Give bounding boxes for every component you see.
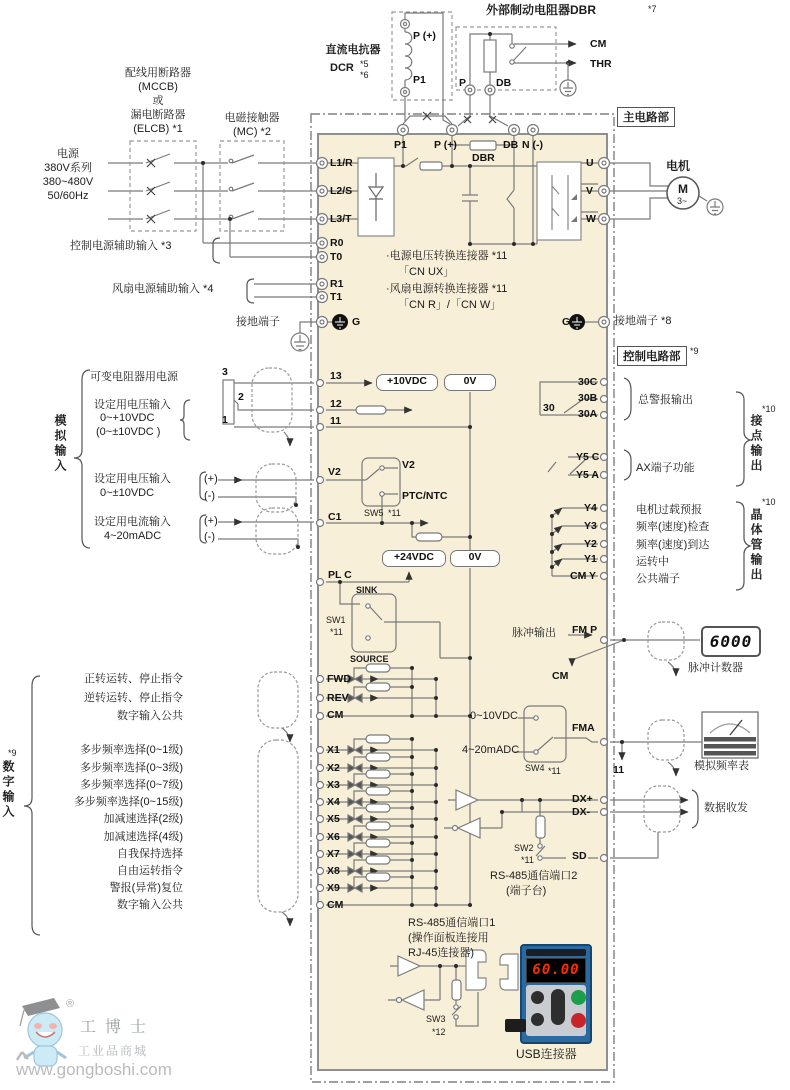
fma-current-label: 4~20mADC <box>462 744 520 756</box>
terminal-11: 11 <box>330 415 342 427</box>
keypad-display: 60.00 <box>526 958 586 983</box>
breaker-line3: 或 <box>152 95 164 107</box>
breaker-line2: (MCCB) <box>138 81 178 93</box>
contactor-line1: 电磁接触器 <box>224 112 280 124</box>
v2-plus: (+) <box>204 473 218 485</box>
control-circuit-tag: 控制电路部 <box>617 346 687 366</box>
control-circuit-note: *9 <box>690 346 699 356</box>
pot-pin1: 1 <box>222 414 228 426</box>
logo-url[interactable]: www.gongboshi.com <box>16 1060 172 1079</box>
digital-label-x8: 自由运转指令 <box>117 865 183 877</box>
analog-input-vertical: 模拟输入 <box>53 414 67 474</box>
keypad-button-run[interactable] <box>571 990 586 1005</box>
motor-phase: 3~ <box>677 196 688 206</box>
volt1-line1: 设定用电压输入 <box>94 399 171 411</box>
main-circuit-tag: 主电路部 <box>617 107 675 127</box>
sw4-label: SW4 <box>525 763 545 773</box>
usb-connector-label: USB连接器 <box>516 1047 577 1061</box>
cm-ref-label: CM <box>552 670 569 682</box>
fma-voltage-label: 0~10VDC <box>470 710 519 722</box>
rs485-port1-line1: RS-485通信端口1 <box>408 917 496 929</box>
terminal-dx-plus: DX+ <box>572 793 593 805</box>
volt1-line2: 0~+10VDC <box>100 412 155 424</box>
aux-control-label: 控制电源辅助输入 *3 <box>70 240 172 252</box>
contact-output-note: *10 <box>762 404 776 414</box>
digital-label-x7: 自我保持选择 <box>117 848 183 860</box>
reactor-note5: *5 <box>360 59 369 69</box>
sw1-label: SW1 <box>326 615 346 625</box>
keypad-buttons <box>526 985 586 1036</box>
c1-minus: (-) <box>204 531 215 543</box>
digital-label-x9: 警报(异常)复位 <box>109 882 183 894</box>
usb-plug <box>505 1019 526 1032</box>
source-label: SOURCE <box>350 654 389 664</box>
sw2-note: *11 <box>521 855 534 865</box>
terminal-fma: FMA <box>572 722 595 734</box>
data-txrx-label: 数据收发 <box>704 802 748 814</box>
digital-label-x5: 加减速选择(2级) <box>103 813 183 825</box>
breaker-line4: 漏电断路器 <box>130 109 186 121</box>
terminal-l1r: L1/R <box>330 157 353 169</box>
terminal-c1: C1 <box>328 511 342 523</box>
digital-label-x6: 加减速选择(4级) <box>103 831 183 843</box>
sw1-note: *11 <box>330 627 343 637</box>
pot-pin2: 2 <box>238 391 244 403</box>
terminal-cm-ext: CM <box>590 38 607 50</box>
terminal-fmp: FM P <box>572 624 598 636</box>
supply-line2: 380V系列 <box>44 162 92 174</box>
terminal-cm2: CM <box>327 899 344 911</box>
terminal-fwd: FWD <box>327 673 351 685</box>
reactor-name: DCR <box>330 62 354 74</box>
ext-brake-title: 外部制动电阻器DBR <box>486 3 596 17</box>
rs485-port2-line2: (端子台) <box>506 885 547 897</box>
digital-label-x2: 多步频率选择(0~3级) <box>80 762 183 774</box>
motor-label: 电机 <box>666 159 691 173</box>
keypad-brand-strip <box>526 949 586 956</box>
tr-line3: 频率(速度)到达 <box>636 539 710 551</box>
relay-30: 30 <box>543 402 555 414</box>
pulse-counter-display: 6000 <box>701 626 761 657</box>
terminal-30c: 30C <box>578 376 598 388</box>
supply-line1: 电源 <box>57 148 79 160</box>
terminal-g-left: G <box>352 316 361 328</box>
digital-label-rev: 逆转运转、停止指令 <box>84 692 183 704</box>
terminal-x1: X1 <box>327 744 340 756</box>
contact-output-vertical: 接点输出 <box>749 414 763 474</box>
digital-label-x3: 多步频率选择(0~7级) <box>80 779 183 791</box>
keypad-panel <box>520 944 592 1044</box>
c1-plus: (+) <box>204 515 218 527</box>
terminal-30b: 30B <box>578 392 598 404</box>
terminal-n-minus: N (-) <box>522 139 543 151</box>
terminal-p-ext: P <box>459 77 467 89</box>
ext-brake-note: *7 <box>648 4 657 14</box>
digital-note: *9 <box>8 748 17 758</box>
pot-pin3: 3 <box>222 366 228 378</box>
dbr-label: DBR <box>472 152 495 164</box>
terminal-12: 12 <box>330 398 342 410</box>
terminal-t0: T0 <box>330 251 343 263</box>
pot-power-label: 可变电阻器用电源 <box>90 371 178 383</box>
mascot-logo <box>17 998 66 1066</box>
terminal-cmy: CM Y <box>570 570 597 582</box>
digital-label-fwd: 正转运转、停止指令 <box>84 673 183 685</box>
terminal-g-right: G <box>562 316 571 328</box>
terminal-x6: X6 <box>327 831 340 843</box>
ground-left-label: 接地端子 <box>236 316 280 328</box>
keypad-button-reset[interactable] <box>531 1013 544 1026</box>
terminal-l2s: L2/S <box>330 185 353 197</box>
terminal-v: V <box>586 185 594 197</box>
sink-label: SINK <box>356 585 378 595</box>
logo-brand: 工博士 <box>80 1019 156 1036</box>
terminal-30a: 30A <box>578 408 598 420</box>
terminal-x7: X7 <box>327 848 340 860</box>
conn-note-2: ·风扇电源转换连接器 *11 <box>386 283 508 295</box>
terminal-db-ext: DB <box>496 77 512 89</box>
breaker-line5: (ELCB) *1 <box>133 123 183 135</box>
terminal-y5a: Y5 A <box>576 469 599 481</box>
reactor-title: 直流电抗器 <box>325 44 381 56</box>
terminal-r0: R0 <box>330 237 344 249</box>
sw3-note: *12 <box>432 1027 446 1037</box>
transistor-output-vertical: 晶体管输出 <box>749 508 763 583</box>
ground-right-label: 接地端子 *8 <box>614 315 672 327</box>
reactor-note6: *6 <box>360 70 369 80</box>
digital-label-cm2: 数字输入公共 <box>117 899 183 911</box>
v2-minus: (-) <box>204 490 215 502</box>
terminal-x5: X5 <box>327 813 340 825</box>
tr-line4: 运转中 <box>636 556 669 568</box>
terminal-rev: REV <box>327 692 349 704</box>
alarm-output-label: 总警报输出 <box>638 394 693 406</box>
breaker-line1: 配线用断路器 <box>125 67 191 79</box>
terminal-p-plus: P (+) <box>434 139 457 151</box>
transistor-output-note: *10 <box>762 497 776 507</box>
digital-label-cm1: 数字输入公共 <box>117 710 183 722</box>
digital-input-vertical: 数字输入 <box>1 760 15 820</box>
terminal-x2: X2 <box>327 762 340 774</box>
plus10vdc-box: +10VDC <box>376 374 438 391</box>
terminal-x3: X3 <box>327 779 340 791</box>
motor-m: M <box>678 182 688 196</box>
volt2-line1: 设定用电压输入 <box>94 473 171 485</box>
terminal-sd: SD <box>572 850 587 862</box>
terminal-y5c: Y5 C <box>576 451 600 463</box>
supply-line3: 380~480V <box>42 176 94 188</box>
terminal-plc: PL C <box>328 569 352 581</box>
volt2-line2: 0~±10VDC <box>100 487 155 499</box>
sw5-label: SW5 <box>364 508 384 518</box>
logo-subtitle: 工业品商城 <box>78 1044 149 1058</box>
cur-line1: 设定用电流输入 <box>94 516 171 528</box>
terminal-u: U <box>586 157 594 169</box>
terminal-thr-ext: THR <box>590 58 612 70</box>
keypad-button-stop[interactable] <box>571 1013 586 1028</box>
sw4-note: *11 <box>548 766 561 776</box>
terminal-l3t: L3/T <box>330 213 352 225</box>
sw2-label: SW2 <box>514 843 534 853</box>
sw3-label: SW3 <box>426 1014 446 1024</box>
terminal-db: DB <box>503 139 519 151</box>
pulse-counter-label: 脉冲计数器 <box>688 662 743 674</box>
digital-label-x4: 多步频率选择(0~15级) <box>73 796 183 808</box>
rs485-port1-line3: RJ-45连接器) <box>408 947 475 959</box>
zero-v-box2: 0V <box>450 550 500 567</box>
terminal-v2: V2 <box>328 466 341 478</box>
zero-v-box: 0V <box>444 374 496 391</box>
ptc-ntc-label: PTC/NTC <box>402 490 448 502</box>
keypad-button-updown[interactable] <box>551 989 565 1025</box>
terminal-x9: X9 <box>327 882 340 894</box>
terminal-w: W <box>586 213 596 225</box>
terminal-y4: Y4 <box>584 502 597 514</box>
terminal-13: 13 <box>330 370 342 382</box>
rs485-port2-line1: RS-485通信端口2 <box>490 870 578 882</box>
keypad-button-prg[interactable] <box>531 991 544 1004</box>
terminal-p1: P1 <box>394 139 407 151</box>
tr-line2: 频率(速度)检查 <box>636 521 710 533</box>
terminal-y1: Y1 <box>584 553 597 565</box>
aux-fan-label: 风扇电源辅助输入 *4 <box>112 283 214 295</box>
terminal-x8: X8 <box>327 865 340 877</box>
plus24vdc-box: +24VDC <box>382 550 446 567</box>
terminal-cm1: CM <box>327 709 344 721</box>
conn-note-1-name: 「CN UX」 <box>398 266 455 278</box>
analog-meter-label: 模拟频率表 <box>694 760 749 772</box>
supply-line4: 50/60Hz <box>47 190 89 202</box>
terminal-t1: T1 <box>330 291 343 303</box>
tr-line1: 电机过载预报 <box>636 504 702 516</box>
terminal-r1: R1 <box>330 278 344 290</box>
contactor-line2: (MC) *2 <box>233 126 271 138</box>
registered-mark: ® <box>66 998 75 1010</box>
terminal-dx-minus: DX- <box>572 806 591 818</box>
terminal-y2: Y2 <box>584 538 597 550</box>
terminal-x4: X4 <box>327 796 340 808</box>
digital-label-x1: 多步频率选择(0~1级) <box>80 744 183 756</box>
pulse-output-label: 脉冲输出 <box>512 627 556 639</box>
terminal-y3: Y3 <box>584 520 597 532</box>
cur-line2: 4~20mADC <box>104 530 162 542</box>
reactor-p1: P1 <box>413 74 426 86</box>
ax-function-label: AX端子功能 <box>636 462 695 474</box>
ref-11-label: 11 <box>613 764 625 776</box>
rs485-port1-line2: (操作面板连接用 <box>408 932 489 944</box>
conn-note-1: ·电源电压转换连接器 *11 <box>386 250 508 262</box>
tr-line5: 公共端子 <box>636 573 680 585</box>
conn-note-2-name: 「CN R」/「CN W」 <box>398 299 502 311</box>
sw5-note: *11 <box>388 508 401 518</box>
volt1-line3: (0~±10VDC ) <box>96 426 161 438</box>
reactor-p-plus: P (+) <box>413 30 436 42</box>
v2-switch-out: V2 <box>402 459 415 471</box>
